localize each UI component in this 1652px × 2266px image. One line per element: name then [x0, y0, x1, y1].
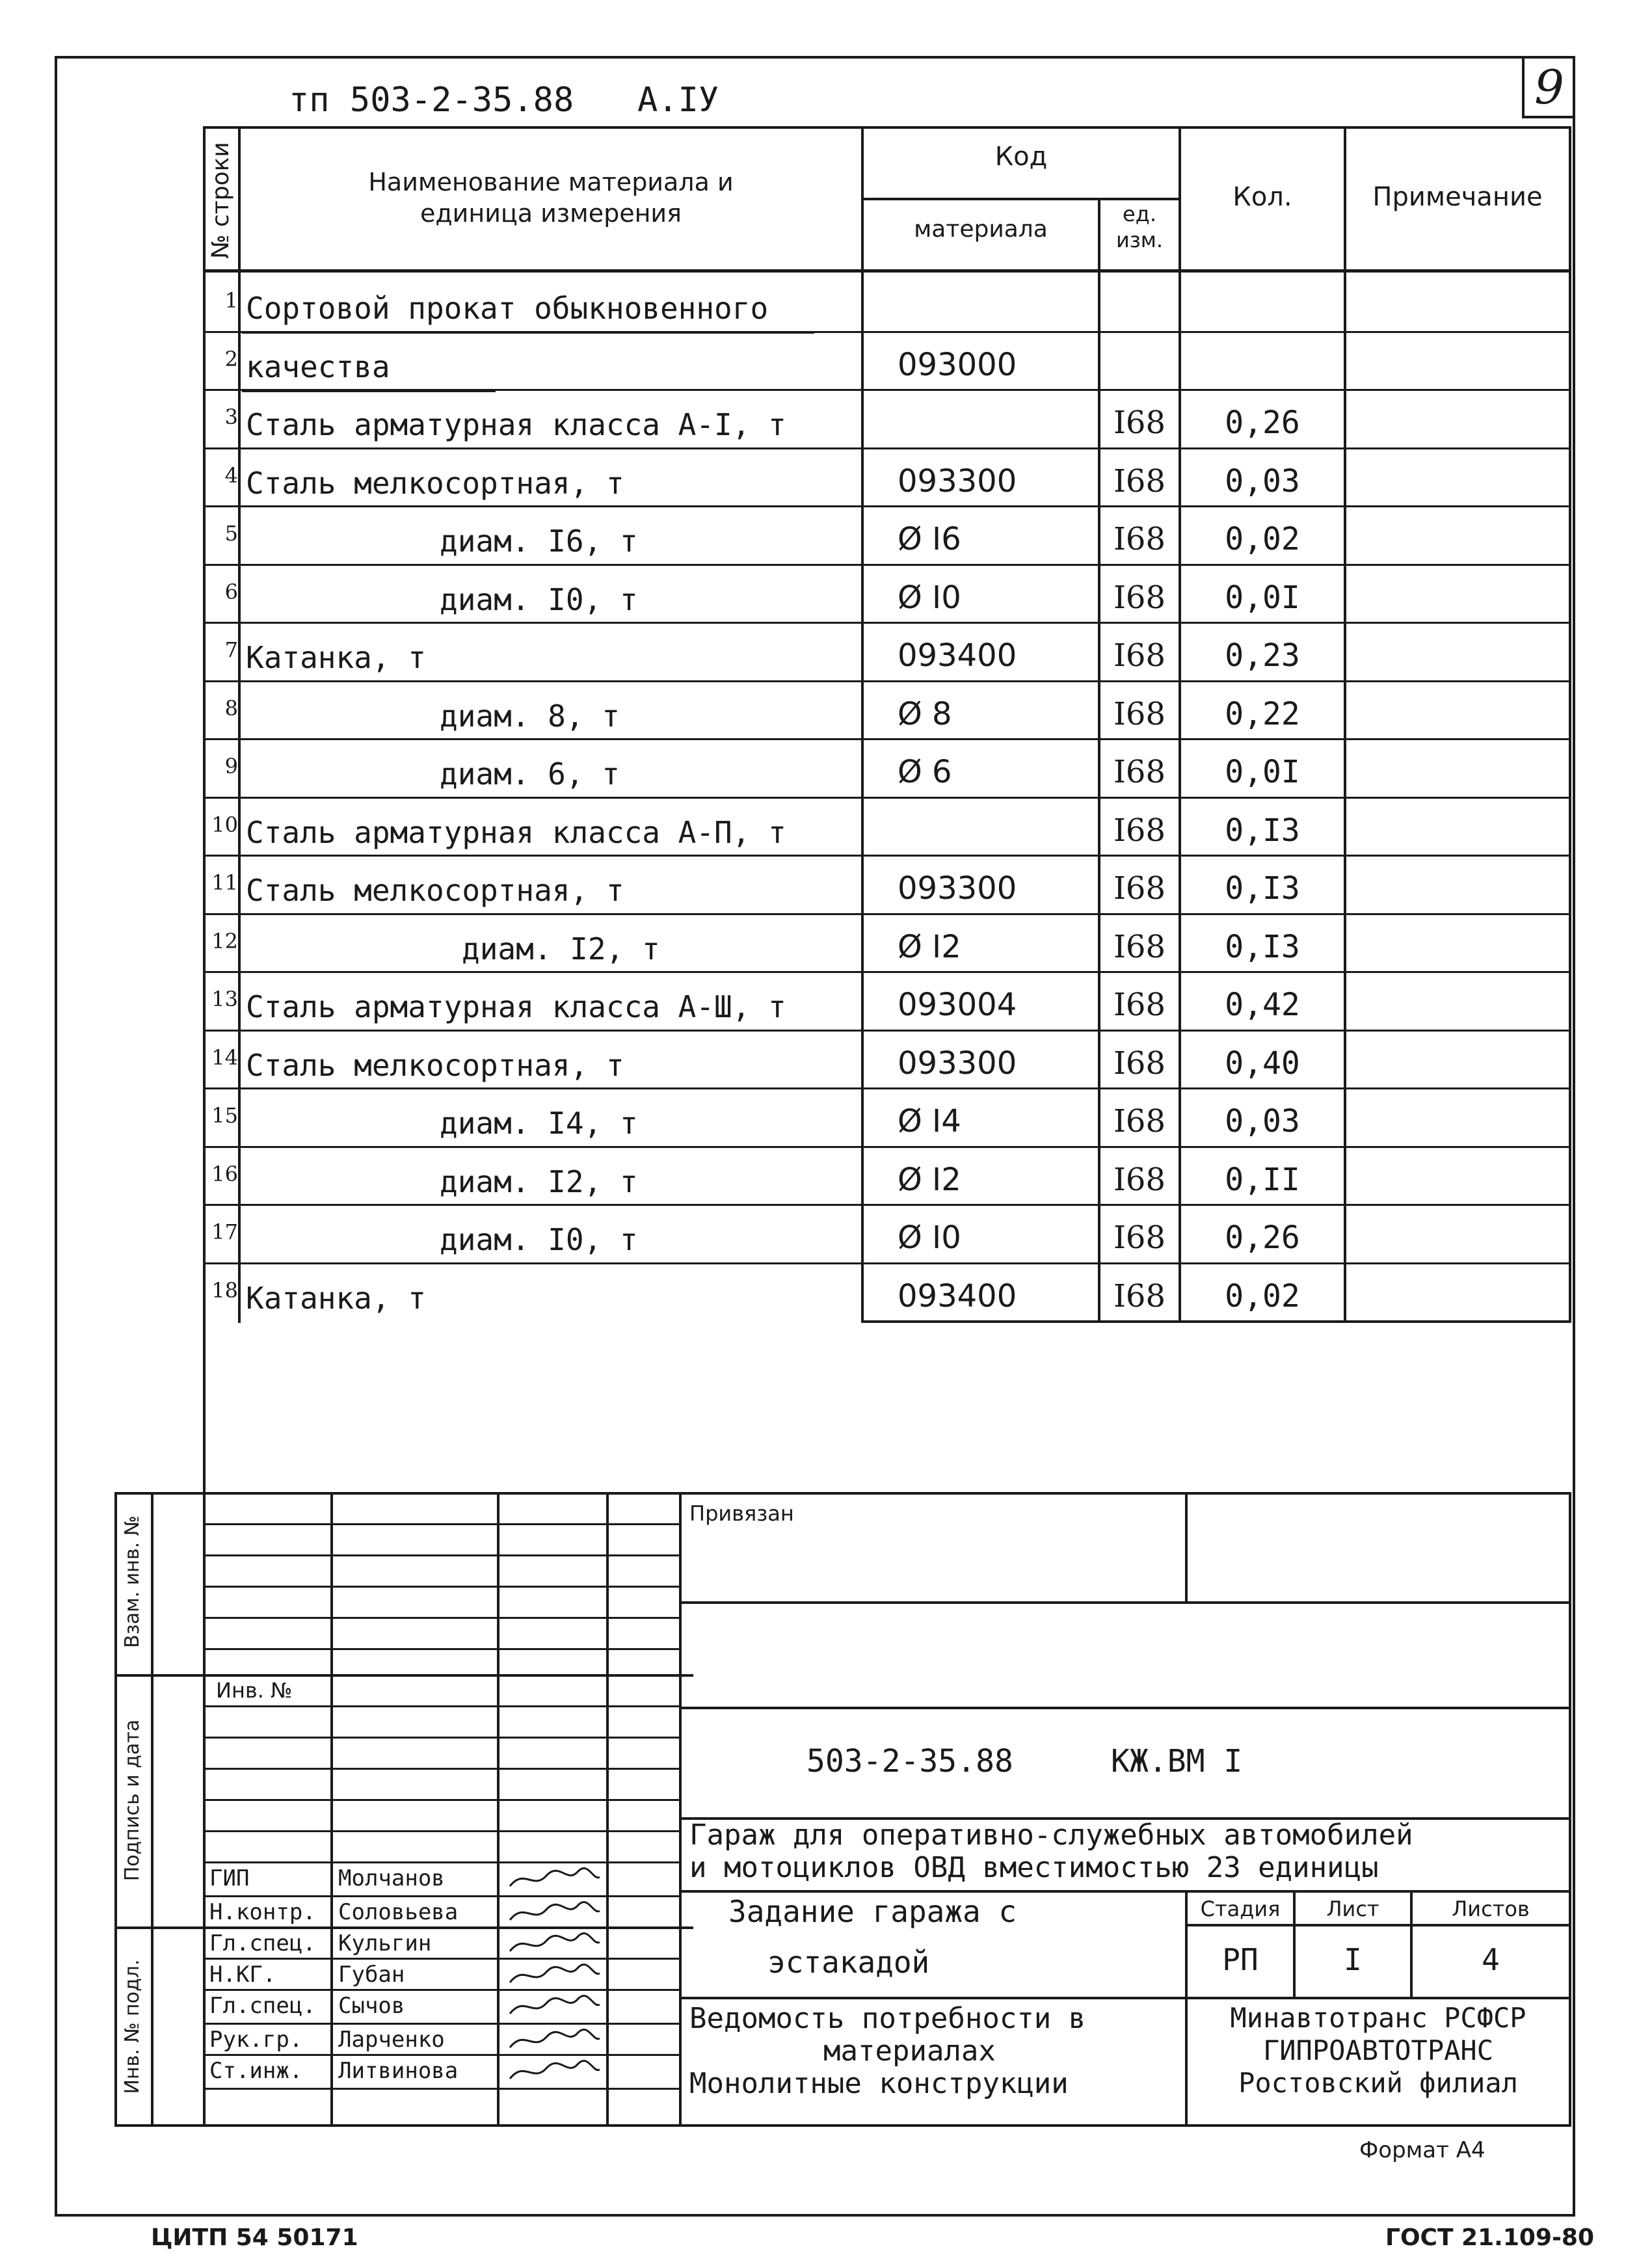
- row-number: 15: [211, 1103, 238, 1128]
- signer-role: Ст.инж.: [209, 2058, 303, 2084]
- row-qty: 0,23: [1225, 637, 1300, 674]
- row-code: 093400: [898, 637, 1017, 674]
- row-number: 8: [224, 696, 238, 721]
- row-qty: 0,0I: [1225, 754, 1300, 790]
- row-number: 1: [224, 288, 238, 313]
- row-qty: 0,0I: [1225, 580, 1300, 616]
- side-inv-podl: Инв. № подл.: [121, 1959, 144, 2094]
- row-code: Ø I0: [898, 1220, 961, 1256]
- signature-icon: [505, 2057, 602, 2085]
- stamp-object-line-2: и мотоциклов ОВД вместимостью 23 единицы: [689, 1851, 1379, 1884]
- row-qty: 0,I3: [1225, 812, 1300, 849]
- row-number: 6: [224, 580, 238, 604]
- row-number: 9: [224, 754, 238, 779]
- row-name: Сталь мелкосортная, т: [246, 873, 624, 908]
- header-name-unit: единица измерения: [420, 199, 682, 228]
- row-name: Сталь арматурная класса А-Ш, т: [246, 989, 786, 1024]
- signer-name: Кульгин: [338, 1930, 432, 1956]
- header-row-no: № строки: [207, 142, 234, 259]
- sheets-label: Листов: [1452, 1897, 1530, 1921]
- row-number: 12: [211, 929, 238, 953]
- signature-icon: [505, 1960, 602, 1989]
- row-code: 093300: [898, 870, 1017, 907]
- row-code: 093004: [898, 987, 1017, 1023]
- row-number: 17: [211, 1220, 238, 1244]
- inv-no-label: Инв. №: [216, 1678, 293, 1703]
- sheet-value: I: [1344, 1942, 1362, 1977]
- row-qty: 0,42: [1225, 987, 1300, 1023]
- row-code: 093300: [898, 463, 1017, 500]
- signer-role: Н.контр.: [209, 1899, 316, 1925]
- row-unit: I68: [1113, 1045, 1166, 1082]
- row-unit: I68: [1113, 929, 1166, 965]
- signer-name: Ларченко: [338, 2027, 445, 2053]
- row-unit: I68: [1113, 812, 1166, 849]
- row-code: Ø I0: [898, 580, 961, 616]
- row-number: 14: [211, 1045, 238, 1070]
- row-name: диам. I0, т: [440, 1222, 638, 1257]
- row-name: Катанка, т: [246, 1281, 426, 1316]
- signer-role: Гл.спец.: [209, 1930, 316, 1956]
- row-code: Ø I2: [898, 1162, 961, 1198]
- row-number: 3: [224, 405, 238, 429]
- row-unit: I68: [1113, 1103, 1166, 1140]
- row-unit: I68: [1113, 405, 1166, 441]
- row-unit: I68: [1113, 580, 1166, 616]
- format-label: Формат А4: [1359, 2137, 1485, 2163]
- stamp-title-line-1: Задание гаража с: [728, 1894, 1017, 1929]
- row-unit: I68: [1113, 754, 1166, 790]
- row-number: 7: [224, 637, 238, 662]
- org-line-2: ГИПРОАВТОТРАНС: [1262, 2034, 1493, 2066]
- stamp-designation: 503-2-35.88: [806, 1743, 1013, 1779]
- row-qty: 0,02: [1225, 521, 1300, 557]
- frame-left: [55, 56, 57, 2217]
- privyazan-label: Привязан: [689, 1501, 794, 1526]
- header-qty: Кол.: [1232, 182, 1292, 212]
- album-code: А.IУ: [637, 81, 719, 120]
- row-code: Ø I4: [898, 1103, 961, 1140]
- signer-role: Н.КГ.: [209, 1962, 276, 1988]
- doc-title-line-3: Монолитные конструкции: [689, 2067, 1069, 2100]
- signer-role: Рук.гр.: [209, 2027, 303, 2053]
- row-qty: 0,II: [1225, 1162, 1300, 1198]
- row-qty: 0,26: [1225, 1220, 1300, 1256]
- row-code: 093000: [898, 347, 1017, 383]
- row-number: 4: [224, 463, 238, 488]
- side-podpis-data: Подпись и дата: [121, 1719, 144, 1882]
- row-qty: 0,I3: [1225, 929, 1300, 965]
- row-number: 18: [211, 1278, 238, 1303]
- org-line-1: Минавтотранс РСФСР: [1230, 2002, 1526, 2034]
- row-name: диам. I6, т: [440, 524, 638, 559]
- row-number: 5: [224, 521, 238, 546]
- header-code: Код: [994, 142, 1048, 172]
- side-vzam-inv: Взам. инв. №: [121, 1515, 144, 1648]
- stamp-object-line-1: Гараж для оперативно-служебных автомобилей: [689, 1819, 1413, 1852]
- row-number: 13: [211, 987, 238, 1011]
- signer-name: Сычов: [338, 1993, 405, 2019]
- row-unit: I68: [1113, 637, 1166, 674]
- signer-role: ГИП: [209, 1865, 250, 1891]
- signer-name: Литвинова: [338, 2058, 459, 2084]
- header-name: Наименование материала и: [368, 168, 734, 196]
- row-code: Ø I2: [898, 929, 961, 965]
- row-name: Сталь арматурная класса А-П, т: [246, 815, 786, 850]
- stage-value: РП: [1222, 1942, 1259, 1977]
- signature-icon: [505, 1864, 602, 1893]
- row-code: 093400: [898, 1278, 1017, 1314]
- signer-name: Соловьева: [338, 1899, 459, 1925]
- stamp-designation-suffix: КЖ.ВМ I: [1111, 1743, 1243, 1779]
- signer-role: Гл.спец.: [209, 1993, 316, 2019]
- row-qty: 0,26: [1225, 405, 1300, 441]
- row-name: диам. 8, т: [440, 699, 620, 734]
- row-qty: 0,02: [1225, 1278, 1300, 1314]
- row-unit: I68: [1113, 696, 1166, 732]
- row-code: Ø I6: [898, 521, 961, 557]
- doc-code: тп 503-2-35.88: [289, 81, 574, 120]
- header-code-unit: ед.: [1123, 202, 1156, 226]
- row-name: диам. I2, т: [462, 931, 660, 966]
- footer-right: ГОСТ 21.109-80: [1385, 2224, 1595, 2251]
- frame-top: [55, 56, 1575, 59]
- row-code: Ø 6: [898, 754, 952, 790]
- frame-bottom: [55, 2214, 1575, 2217]
- row-name: Катанка, т: [246, 640, 426, 675]
- header-note: Примечание: [1372, 182, 1543, 212]
- row-qty: 0,22: [1225, 696, 1300, 732]
- row-qty: 0,40: [1225, 1045, 1300, 1082]
- signer-name: Губан: [338, 1962, 405, 1988]
- signer-name: Молчанов: [338, 1865, 445, 1891]
- doc-title-line-2: материалах: [823, 2034, 996, 2068]
- row-name: диам. 6, т: [440, 756, 620, 792]
- header-code-material: материала: [914, 216, 1048, 243]
- row-code: Ø 8: [898, 696, 952, 732]
- header-code-unit-2: изм.: [1115, 228, 1164, 252]
- signature-icon: [505, 1992, 602, 2020]
- row-unit: I68: [1113, 1162, 1166, 1198]
- frame-right: [1573, 56, 1575, 2217]
- row-name: качества: [246, 349, 390, 384]
- footer-left: ЦИТП 54 50171: [151, 2224, 358, 2251]
- row-name: диам. I0, т: [440, 582, 638, 617]
- row-name: диам. I2, т: [440, 1164, 638, 1199]
- row-number: 2: [224, 347, 238, 371]
- row-code: 093300: [898, 1045, 1017, 1082]
- row-name: Сталь мелкосортная, т: [246, 466, 624, 501]
- signature-icon: [505, 1898, 602, 1926]
- row-name: диам. I4, т: [440, 1106, 638, 1141]
- org-line-3: Ростовский филиал: [1238, 2067, 1518, 2099]
- row-unit: I68: [1113, 1278, 1166, 1314]
- row-name: Сортовой прокат обыкновенного: [246, 291, 769, 326]
- stage-label: Стадия: [1200, 1897, 1281, 1921]
- row-qty: 0,I3: [1225, 870, 1300, 907]
- row-unit: I68: [1113, 463, 1166, 500]
- row-qty: 0,03: [1225, 1103, 1300, 1140]
- row-unit: I68: [1113, 521, 1166, 557]
- row-name: Сталь арматурная класса А-I, т: [246, 407, 786, 442]
- page-number: 9: [1534, 60, 1564, 114]
- row-unit: I68: [1113, 870, 1166, 907]
- row-name: Сталь мелкосортная, т: [246, 1048, 624, 1083]
- stamp-title-line-2: эстакадой: [767, 1945, 930, 1980]
- sheets-value: 4: [1482, 1942, 1500, 1977]
- doc-title-line-1: Ведомость потребности в: [689, 2002, 1086, 2035]
- signature-icon: [505, 1929, 602, 1958]
- row-number: 11: [211, 870, 238, 895]
- row-qty: 0,03: [1225, 463, 1300, 500]
- row-number: 16: [211, 1162, 238, 1186]
- sheet-label: Лист: [1326, 1897, 1379, 1921]
- row-unit: I68: [1113, 987, 1166, 1023]
- row-number: 10: [211, 812, 238, 837]
- row-unit: I68: [1113, 1220, 1166, 1256]
- signature-icon: [505, 2025, 602, 2054]
